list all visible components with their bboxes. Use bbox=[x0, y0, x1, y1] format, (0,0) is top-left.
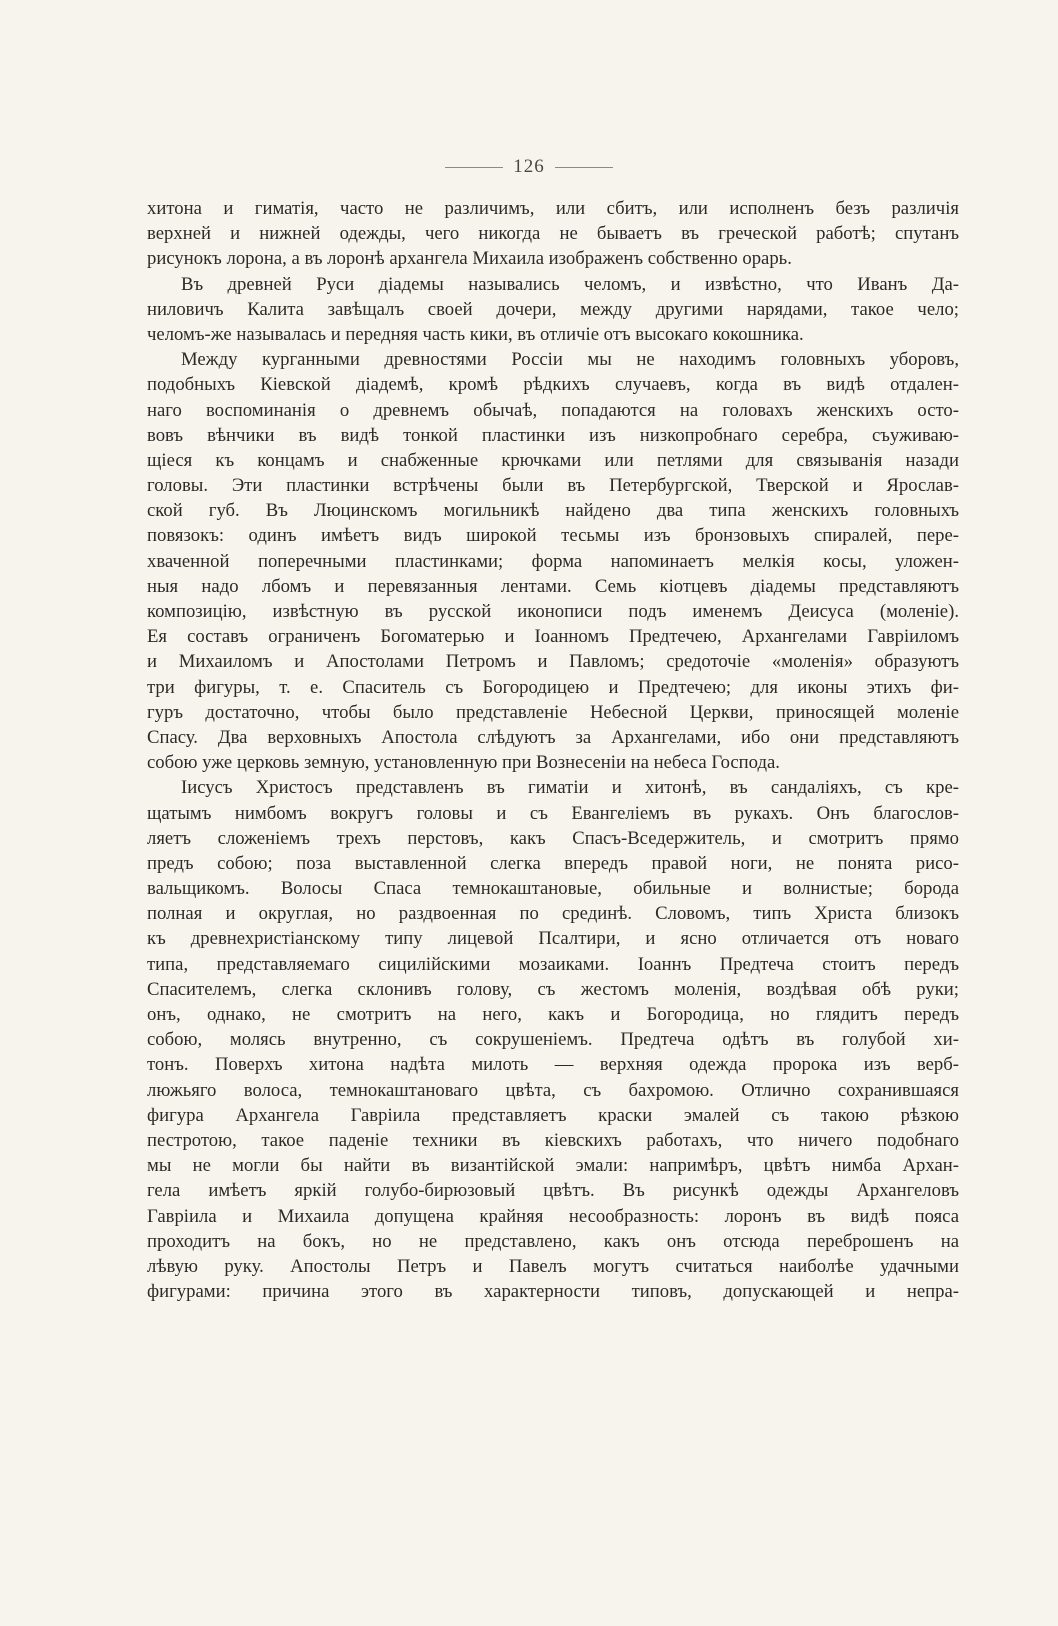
text-line: къ древнехристіанскому типу лицевой Псалтири, и ясно отличается отъ новаго bbox=[147, 928, 959, 950]
page-number: 126 bbox=[513, 156, 545, 177]
text-line: Въ древней Руси діадемы назывались челомъ, и извѣстно, что Иванъ Да- bbox=[181, 273, 959, 295]
body-text bbox=[147, 196, 959, 1304]
text-line: тонъ. Поверхъ хитона надѣта милоть — верхняя одежда пророка изъ верб- bbox=[147, 1054, 959, 1076]
text-line: ниловичъ Калита завѣщалъ своей дочери, между другими нарядами, такое чело; bbox=[147, 298, 959, 320]
text-line: пестротою, такое паденіе техники въ кіевскихъ работахъ, что ничего подобнаго bbox=[147, 1129, 959, 1151]
text-line: фигура Архангела Гавріила представляетъ краски эмалей съ такою рѣзкою bbox=[147, 1104, 959, 1126]
text-line: ныя надо лбомъ и перевязанныя лентами. Семь кіотцевъ діадемы представляютъ bbox=[147, 575, 959, 597]
text-line: и Михаиломъ и Апостолами Петромъ и Павломъ; средоточіе «моленія» образуютъ bbox=[147, 651, 959, 673]
header-rule-left bbox=[445, 167, 503, 168]
header-rule-right bbox=[555, 167, 613, 168]
text-line: щатымъ нимбомъ вокругъ головы и съ Евангеліемъ въ рукахъ. Онъ благослов- bbox=[147, 802, 959, 824]
text-line: вовъ вѣнчики въ видѣ тонкой пластинки изъ низкопробнаго серебра, съуживаю- bbox=[147, 424, 959, 446]
text-line: гуръ достаточно, чтобы было представленіе Небесной Церкви, приносящей моленіе bbox=[147, 701, 959, 723]
text-line: ской губ. Въ Люцинскомъ могильникѣ найдено два типа женскихъ головныхъ bbox=[147, 500, 959, 522]
text-line: собою уже церковь земную, установленную при Вознесеніи на небеса Господа. bbox=[147, 752, 780, 774]
text-line: рисунокъ лорона, а въ лоронѣ архангела Михаила изображенъ собственно орарь. bbox=[147, 248, 792, 270]
text-line: хитона и гиматія, часто не различимъ, или сбитъ, или исполненъ безъ различія bbox=[147, 198, 959, 219]
text-line: три фигуры, т. е. Спаситель съ Богородицею и Предтечею; для иконы этихъ фи- bbox=[147, 676, 959, 698]
text-line: Между курганными древностями Россіи мы не находимъ головныхъ уборовъ, bbox=[181, 349, 959, 371]
text-line: вальщикомъ. Волосы Спаса темнокаштановые, обильные и волнистые; борода bbox=[147, 878, 959, 900]
text-line: люжьяго волоса, темнокаштановаго цвѣта, съ бахромою. Отлично сохранившаяся bbox=[147, 1079, 959, 1101]
text-line: собою, молясь внутренно, съ сокрушеніемъ. Предтеча одѣтъ въ голубой хи- bbox=[147, 1029, 959, 1051]
text-line: Спасителемъ, слегка склонивъ голову, съ жестомъ моленія, воздѣвая обѣ руки; bbox=[147, 978, 959, 1000]
text-line: Іисусъ Христосъ представленъ въ гиматіи и хитонѣ, въ сандаліяхъ, съ кре- bbox=[181, 777, 959, 799]
text-line: проходитъ на бокъ, но не представлено, какъ онъ отсюда переброшенъ на bbox=[147, 1230, 959, 1252]
text-line: ляетъ сложеніемъ трехъ перстовъ, какъ Спасъ-Вседержитель, и смотритъ прямо bbox=[147, 827, 959, 849]
text-line: гела имѣетъ яркій голубо-бирюзовый цвѣтъ. Въ рисункѣ одежды Архангеловъ bbox=[147, 1180, 959, 1202]
text-line: подобныхъ Кіевской діадемѣ, кромѣ рѣдкихъ случаевъ, когда въ видѣ отдален- bbox=[147, 374, 959, 396]
text-line: композицію, извѣстную въ русской иконописи подъ именемъ Деисуса (моленіе). bbox=[147, 601, 959, 622]
text-line: Спасу. Два верховныхъ Апостола слѣдуютъ за Архангелами, ибо они представляютъ bbox=[147, 726, 959, 748]
text-line: фигурами: причина этого въ характерности типовъ, допускающей и непра- bbox=[147, 1281, 959, 1303]
text-line: челомъ-же называлась и передняя часть кики, въ отличіе отъ высокаго кокошника. bbox=[147, 323, 804, 345]
text-line: лѣвую руку. Апостолы Петръ и Павелъ могутъ считаться наиболѣе удачными bbox=[147, 1255, 959, 1277]
text-line: повязокъ: одинъ имѣетъ видъ широкой тесьмы изъ бронзовыхъ спиралей, пере- bbox=[147, 525, 959, 547]
text-line: полная и округлая, но раздвоенная по срединѣ. Словомъ, типъ Христа близокъ bbox=[147, 903, 959, 925]
text-line: наго воспоминанія о древнемъ обычаѣ, попадаются на головахъ женскихъ осто- bbox=[147, 399, 959, 421]
text-line: щіеся къ концамъ и снабженные крючками или петлями для связыванія назади bbox=[147, 449, 959, 471]
text-line: Гавріила и Михаила допущена крайняя несообразность: лоронъ въ видѣ пояса bbox=[147, 1205, 959, 1227]
text-line: Ея составъ ограниченъ Богоматерью и Іоанномъ Предтечею, Архангелами Гавріиломъ bbox=[147, 626, 959, 648]
page-header bbox=[0, 156, 1058, 178]
text-line: хваченной поперечными пластинками; форма напоминаетъ мелкія косы, уложен- bbox=[147, 550, 959, 572]
text-line: головы. Эти пластинки встрѣчены были въ Петербургской, Тверской и Ярослав- bbox=[147, 475, 959, 497]
text-line: типа, представляемаго сицилійскими мозаиками. Іоаннъ Предтеча стоитъ передъ bbox=[147, 953, 959, 975]
text-line: верхней и нижней одежды, чего никогда не бываетъ въ греческой работѣ; спутанъ bbox=[147, 223, 959, 245]
text-line: мы не могли бы найти въ византійской эмали: напримѣръ, цвѣтъ нимба Архан- bbox=[147, 1155, 959, 1177]
text-line: предъ собою; поза выставленной слегка впередъ правой ноги, не понята рисо- bbox=[147, 852, 959, 874]
text-line: онъ, однако, не смотритъ на него, какъ и Богородица, но глядитъ передъ bbox=[147, 1004, 959, 1025]
